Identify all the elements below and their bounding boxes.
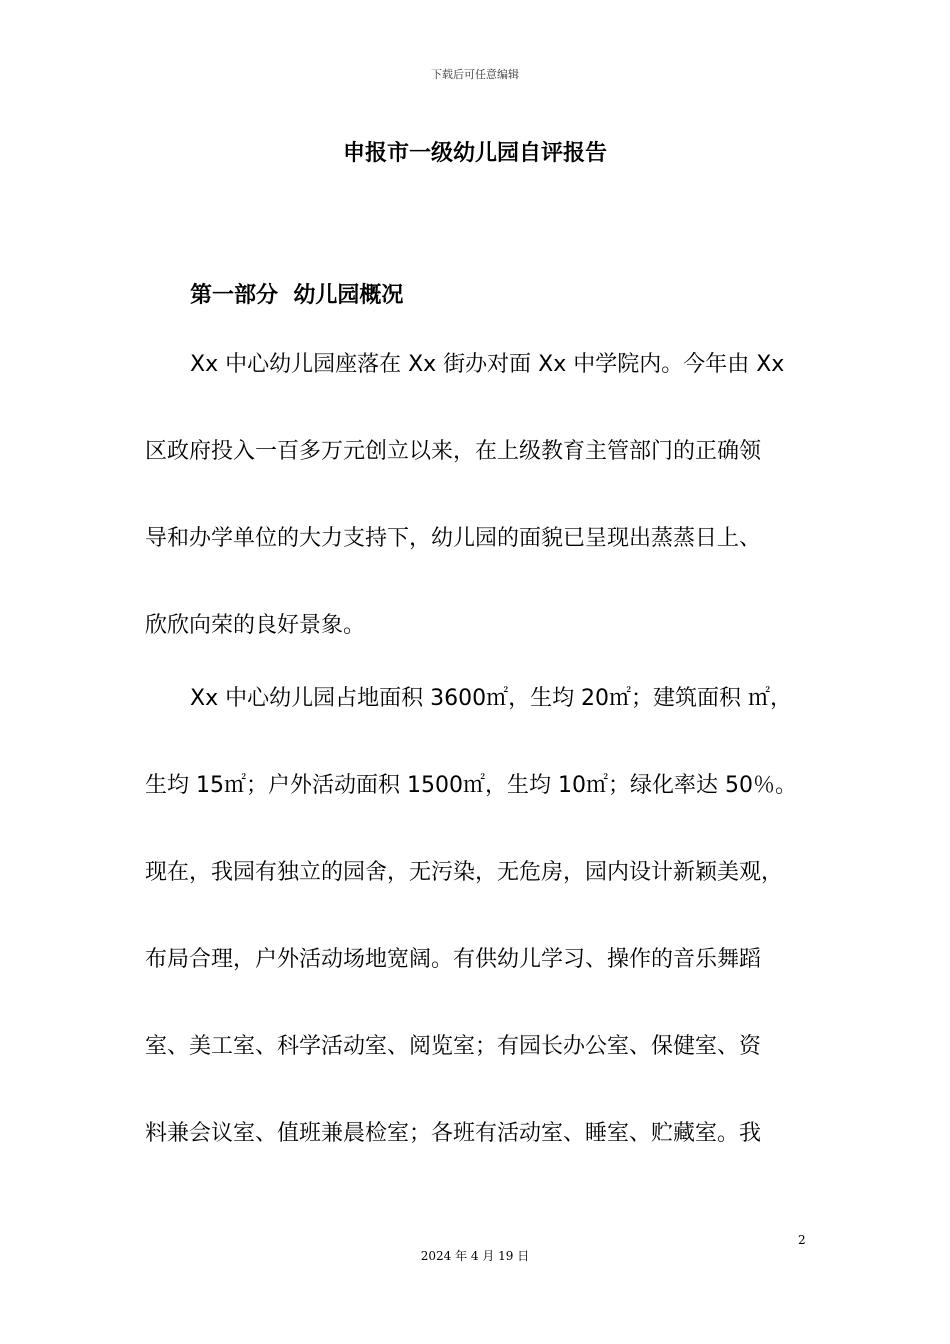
paragraph-line: 现在，我园有独立的园舍，无污染，无危房，园内设计新颖美观， [145, 860, 784, 885]
paragraph-line: Xx 中心幼儿园占地面积 3600㎡，生均 20㎡；建筑面积 ㎡， [190, 686, 793, 711]
paragraph-line: 布局合理，户外活动场地宽阔。有供幼儿学习、操作的音乐舞蹈 [145, 947, 762, 972]
paragraph-line: 导和办学单位的大力支持下，幼儿园的面貌已呈现出蒸蒸日上、 [145, 526, 762, 551]
paragraph-line: 生均 15㎡；户外活动面积 1500㎡，生均 10㎡；绿化率达 50％。 [145, 773, 797, 798]
page-number: 2 [798, 1233, 806, 1247]
document-title: 申报市一级幼儿园自评报告 [342, 141, 607, 166]
footer-date: 2024 年 4 月 19 日 [420, 1249, 530, 1263]
paragraph-line: 欣欣向荣的良好景象。 [145, 613, 366, 638]
paragraph-line: Xx 中心幼儿园座落在 Xx 街办对面 Xx 中学院内。今年由 Xx [190, 352, 785, 377]
paragraph-line: 区政府投入一百多万元创立以来，在上级教育主管部门的正确领 [145, 439, 762, 464]
section-heading: 第一部分 幼儿园概况 [190, 283, 404, 308]
paragraph-line: 室、美工室、科学活动室、阅览室；有园长办公室、保健室、资 [145, 1034, 762, 1059]
paragraph-line: 料兼会议室、值班兼晨检室；各班有活动室、睡室、贮藏室。我 [145, 1121, 762, 1146]
header-note: 下载后可任意编辑 [431, 68, 519, 81]
